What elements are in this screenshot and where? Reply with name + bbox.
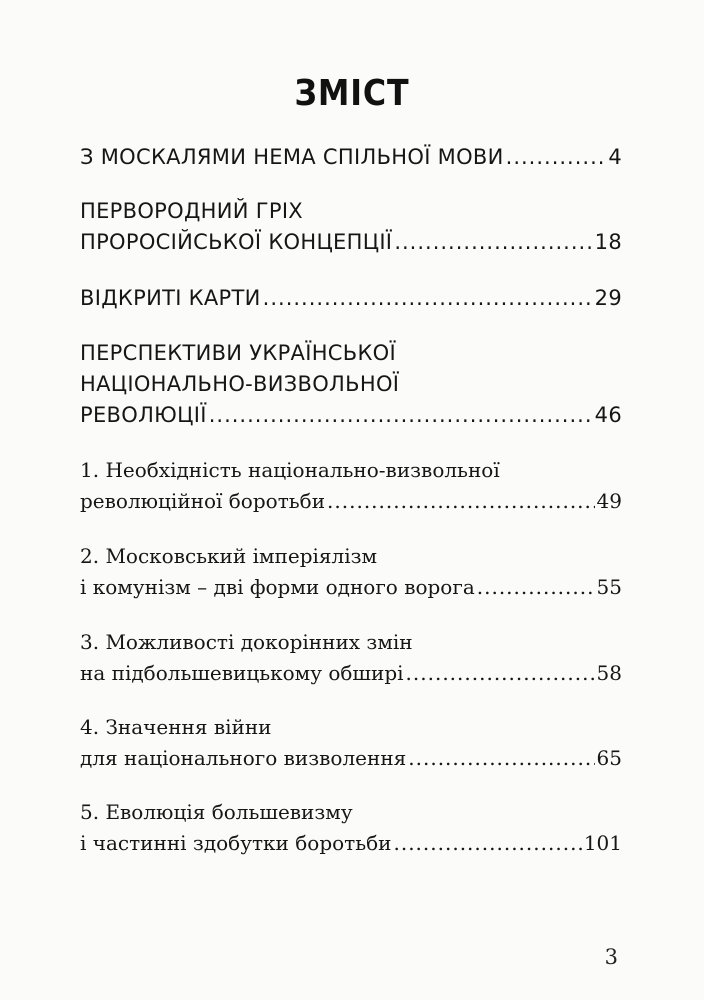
toc-entry-2[interactable]: [80, 196, 622, 258]
toc-entry-title: і комунізм – дві форми одного ворога: [80, 575, 475, 599]
toc-entry-8[interactable]: [80, 712, 622, 774]
toc-entry-title: 4. Значення війни: [80, 715, 272, 739]
dot-leader: [393, 828, 581, 859]
toc-entry-title: НАЦІОНАЛЬНО-ВИЗВОЛЬНОЇ: [80, 372, 400, 396]
dot-leader: [506, 142, 607, 173]
toc-page-number: 4: [608, 145, 622, 169]
toc-entry-5[interactable]: [80, 455, 622, 517]
toc-page-number: 58: [596, 661, 622, 685]
dot-leader: [406, 658, 595, 689]
toc-page-number: 29: [594, 286, 622, 310]
toc-page-number: 18: [594, 230, 622, 254]
toc-entry-title: на підбольшевицькому обширі: [80, 661, 404, 685]
toc-entry-title: і частинні здобутки боротьби: [80, 831, 392, 855]
toc-entry-1[interactable]: [80, 142, 622, 173]
toc-page-number: 46: [594, 403, 622, 427]
toc-page-number: 49: [596, 489, 622, 513]
toc-page-number: 65: [596, 746, 622, 770]
toc-entry-title: ВІДКРИТІ КАРТИ: [80, 286, 261, 310]
dot-leader: [263, 283, 593, 314]
dot-leader: [209, 400, 593, 431]
dot-leader: [394, 227, 592, 258]
toc-entry-6[interactable]: [80, 541, 622, 603]
toc-entry-title: революційної боротьби: [80, 489, 326, 513]
page-title: ЗМІСТ: [294, 73, 410, 114]
dot-leader: [327, 486, 595, 517]
toc-entry-title: З МОСКАЛЯМИ НЕМА СПІЛЬНОЇ МОВИ: [80, 145, 504, 169]
toc-entry-title: ПЕРСПЕКТИВИ УКРАЇНСЬКОЇ: [80, 341, 397, 365]
toc-entry-title: 3. Можливості докорінних змін: [80, 630, 413, 654]
toc-entry-title: для національного визволення: [80, 746, 407, 770]
dot-leader: [408, 743, 594, 774]
toc-page-number: 101: [583, 831, 622, 855]
toc-page-number: 55: [596, 575, 622, 599]
dot-leader: [477, 572, 595, 603]
toc-entry-title: ПЕРВОРОДНИЙ ГРІХ: [80, 199, 303, 223]
toc-entry-title: РЕВОЛЮЦІЇ: [80, 403, 207, 427]
toc-entry-title: 1. Необхідність національно-визвольної: [80, 458, 500, 482]
toc-entry-title: 5. Еволюція большевизму: [80, 800, 353, 824]
toc-entry-9[interactable]: [80, 797, 622, 859]
toc-entry-4[interactable]: [80, 338, 622, 431]
toc-entry-3[interactable]: [80, 283, 622, 314]
toc-entry-title: ПРОРОСІЙСЬКОЇ КОНЦЕПЦІЇ: [80, 230, 393, 254]
toc-entry-7[interactable]: [80, 627, 622, 689]
toc-entry-title: 2. Московський імперіялізм: [80, 544, 378, 568]
page-number: 3: [604, 945, 618, 969]
